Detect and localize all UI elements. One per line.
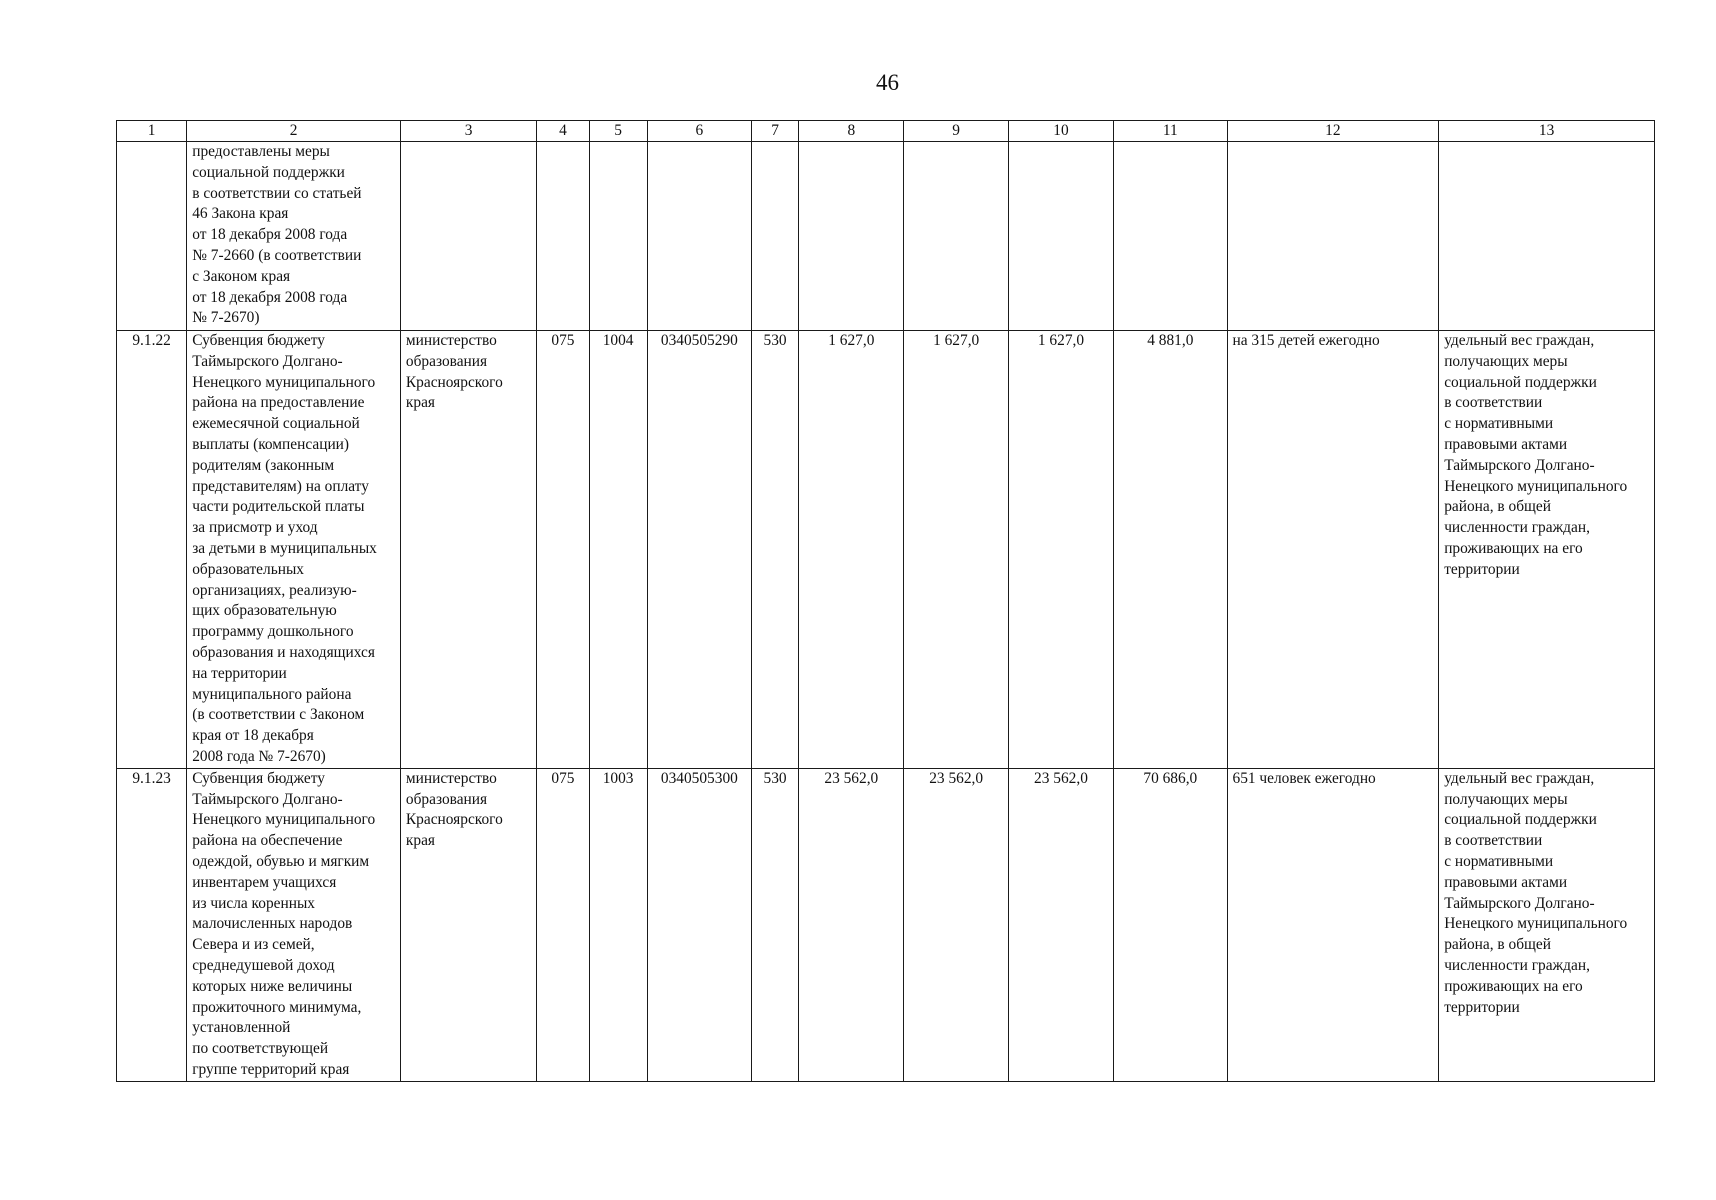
cell-col11: 70 686,0 xyxy=(1114,768,1227,1081)
header-col-10: 10 xyxy=(1008,121,1113,142)
cell-id: 9.1.23 xyxy=(117,768,187,1081)
header-col-3: 3 xyxy=(400,121,536,142)
cell-col5 xyxy=(589,142,647,331)
cell-col4: 075 xyxy=(537,331,589,769)
cell-col6: 0340505300 xyxy=(647,768,751,1081)
description-text: предоставлены меры социальной поддержки в соответствии со статьей 46 Закона края от 18 декабря 2008 года № 7-2660 (в соответствии с Законом края от 18 декабря 2008 года № 7-2670) xyxy=(192,143,362,327)
description-text: Субвенция бюджету Таймырского Долгано- Ненецкого муниципального района на предоставление ежемесячной социальной выплаты (компенсации) родителям (законным представителям) на оплату части родительской платы за присмотр и уход за детьми в муниципальных образовательных организациях, реализую- щих образовательную программу дошкольного образования и находящихся на территории муниципального района (в соответствии с Законом края от 18 декабря 2008 года № 7-2670) xyxy=(192,332,377,765)
cell-col12 xyxy=(1227,331,1439,769)
cell-col12 xyxy=(1227,768,1439,1081)
cell-description xyxy=(187,331,401,769)
cell-col7: 530 xyxy=(752,331,799,769)
table-row xyxy=(117,331,1655,769)
cell-id: 9.1.22 xyxy=(117,331,187,769)
executor-text: министерство образования Красноярского края xyxy=(405,769,503,850)
cell-col13 xyxy=(1439,331,1655,769)
cell-col11 xyxy=(1114,142,1227,331)
cell-col4 xyxy=(537,142,589,331)
cell-description xyxy=(187,142,401,331)
result-text: 651 человек ежегодно xyxy=(1232,769,1376,787)
header-col-9: 9 xyxy=(904,121,1008,142)
cell-description xyxy=(187,768,401,1081)
result-text: на 315 детей ежегодно xyxy=(1232,332,1380,349)
header-col-4: 4 xyxy=(537,121,589,142)
cell-id xyxy=(117,142,187,331)
table-row-continuation xyxy=(117,142,1655,331)
cell-col6 xyxy=(647,142,751,331)
cell-col5: 1003 xyxy=(589,768,647,1081)
header-row xyxy=(117,121,1655,142)
cell-col13 xyxy=(1439,768,1655,1081)
cell-col8: 1 627,0 xyxy=(799,331,904,769)
cell-col11: 4 881,0 xyxy=(1114,331,1227,769)
header-col-1: 1 xyxy=(117,121,187,142)
header-col-7: 7 xyxy=(752,121,799,142)
description-text: Субвенция бюджету Таймырского Долгано- Ненецкого муниципального района на обеспечение одеждой, обувью и мягким инвентарем учащихся из числа коренных малочисленных народов Севера и из семей, среднедушевой доход которых ниже величины прожиточного минимума, установленной по соответствующей группе территорий края xyxy=(192,769,376,1078)
cell-executor xyxy=(400,768,536,1081)
cell-col12 xyxy=(1227,142,1439,331)
header-col-5: 5 xyxy=(589,121,647,142)
cell-col7: 530 xyxy=(752,768,799,1081)
cell-col10 xyxy=(1008,142,1113,331)
indicator-text: удельный вес граждан, получающих меры социальной поддержки в соответствии с нормативными правовыми актами Таймырского Долгано- Ненецкого муниципального района, в общей численности граждан, проживающих на его территории xyxy=(1444,332,1628,578)
program-measures-table xyxy=(116,120,1655,1082)
header-col-13: 13 xyxy=(1439,121,1655,142)
table-row xyxy=(117,768,1655,1081)
cell-executor xyxy=(400,331,536,769)
cell-col13 xyxy=(1439,142,1655,331)
cell-col9: 23 562,0 xyxy=(904,768,1008,1081)
cell-col10: 23 562,0 xyxy=(1008,768,1113,1081)
cell-col4: 075 xyxy=(537,768,589,1081)
cell-executor xyxy=(400,142,536,331)
cell-col6: 0340505290 xyxy=(647,331,751,769)
cell-col7 xyxy=(752,142,799,331)
cell-col8: 23 562,0 xyxy=(799,768,904,1081)
header-col-6: 6 xyxy=(647,121,751,142)
cell-col8 xyxy=(799,142,904,331)
header-col-2: 2 xyxy=(187,121,401,142)
page-number: 46 xyxy=(876,70,899,95)
cell-col10: 1 627,0 xyxy=(1008,331,1113,769)
header-col-8: 8 xyxy=(799,121,904,142)
executor-text: министерство образования Красноярского края xyxy=(405,332,503,412)
cell-col9: 1 627,0 xyxy=(904,331,1008,769)
cell-col9 xyxy=(904,142,1008,331)
header-col-11: 11 xyxy=(1114,121,1227,142)
header-col-12: 12 xyxy=(1227,121,1439,142)
cell-col5: 1004 xyxy=(589,331,647,769)
indicator-text: удельный вес граждан, получающих меры социальной поддержки в соответствии с нормативными правовыми актами Таймырского Долгано- Ненецкого муниципального района, в общей численности граждан, проживающих на его территории xyxy=(1444,769,1628,1016)
